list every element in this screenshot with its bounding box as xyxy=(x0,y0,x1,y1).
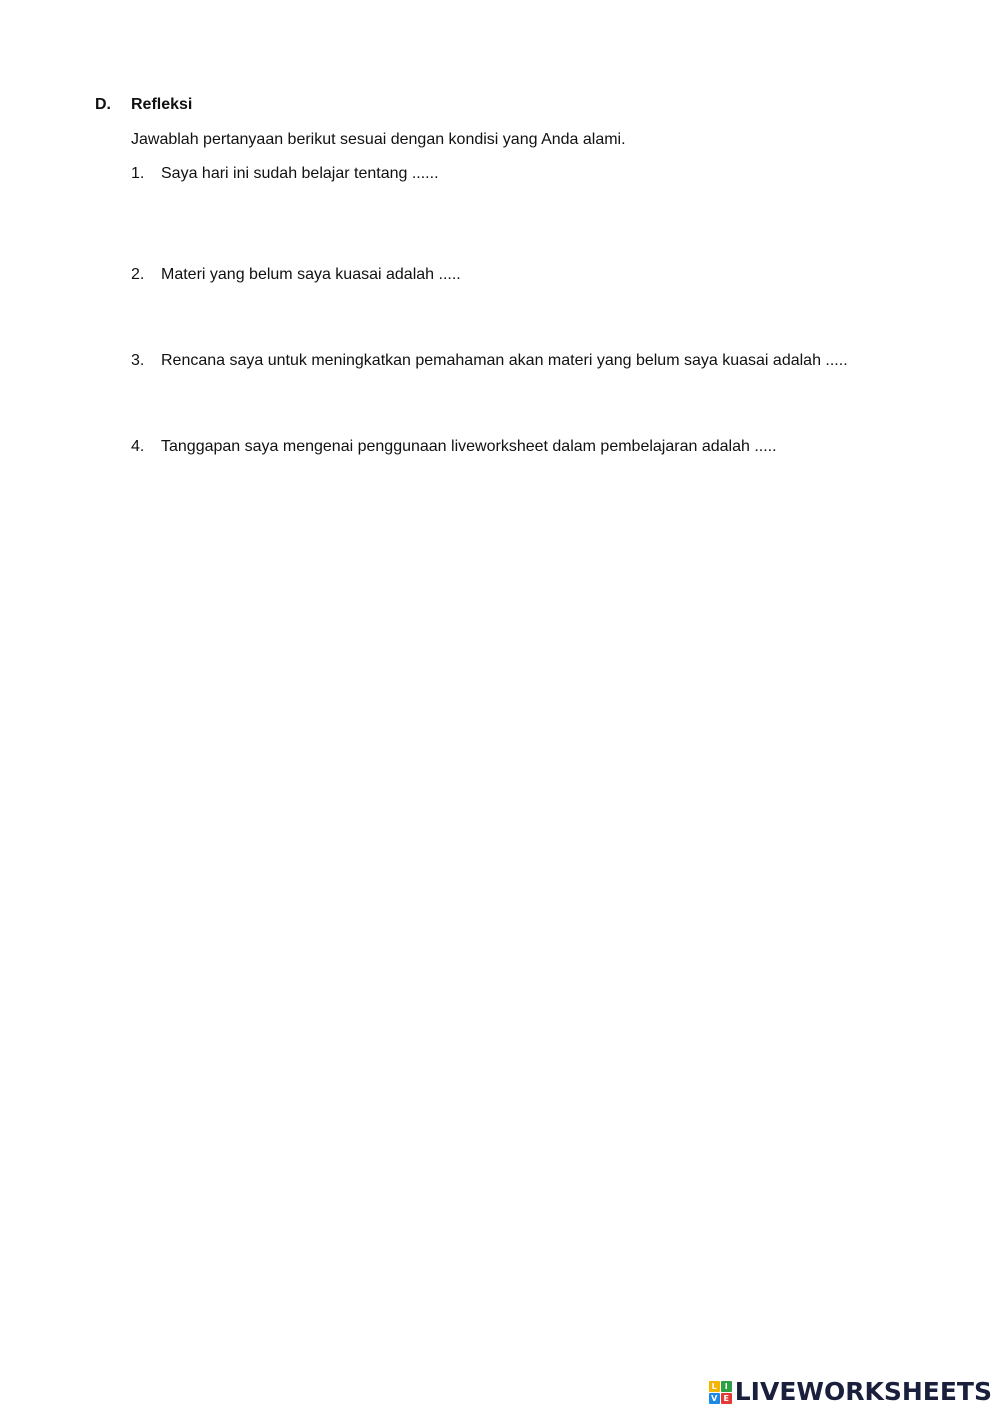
question-number: 4. xyxy=(131,438,145,455)
liveworksheets-brand xyxy=(709,1377,992,1407)
question-text: Saya hari ini sudah belajar tentang ...... xyxy=(161,165,439,182)
question-2 xyxy=(131,265,461,285)
section-heading xyxy=(95,95,192,115)
logo-tile-v: V xyxy=(709,1393,720,1404)
section-title: Refleksi xyxy=(131,96,193,113)
question-4 xyxy=(131,437,777,457)
question-number: 3. xyxy=(131,352,145,369)
question-text: Tanggapan saya mengenai penggunaan liveworksheet dalam pembelajaran adalah ..... xyxy=(161,438,777,455)
logo-tile-i: I xyxy=(721,1381,732,1392)
brand-text: LIVEWORKSHEETS xyxy=(734,1377,992,1406)
logo-tile-e: E xyxy=(721,1393,732,1404)
question-3 xyxy=(131,351,848,371)
question-text: Rencana saya untuk meningkatkan pemahaman akan materi yang belum saya kuasai adalah ..... xyxy=(161,352,848,369)
question-number: 1. xyxy=(131,165,145,182)
question-text: Materi yang belum saya kuasai adalah ..... xyxy=(161,266,461,283)
logo-tile-l: L xyxy=(709,1381,720,1392)
liveworksheets-logo-icon xyxy=(709,1381,732,1404)
section-letter: D. xyxy=(95,96,111,113)
question-number: 2. xyxy=(131,266,145,283)
question-1 xyxy=(131,164,439,184)
instruction-text: Jawablah pertanyaan berikut sesuai dengan kondisi yang Anda alami. xyxy=(131,131,626,148)
